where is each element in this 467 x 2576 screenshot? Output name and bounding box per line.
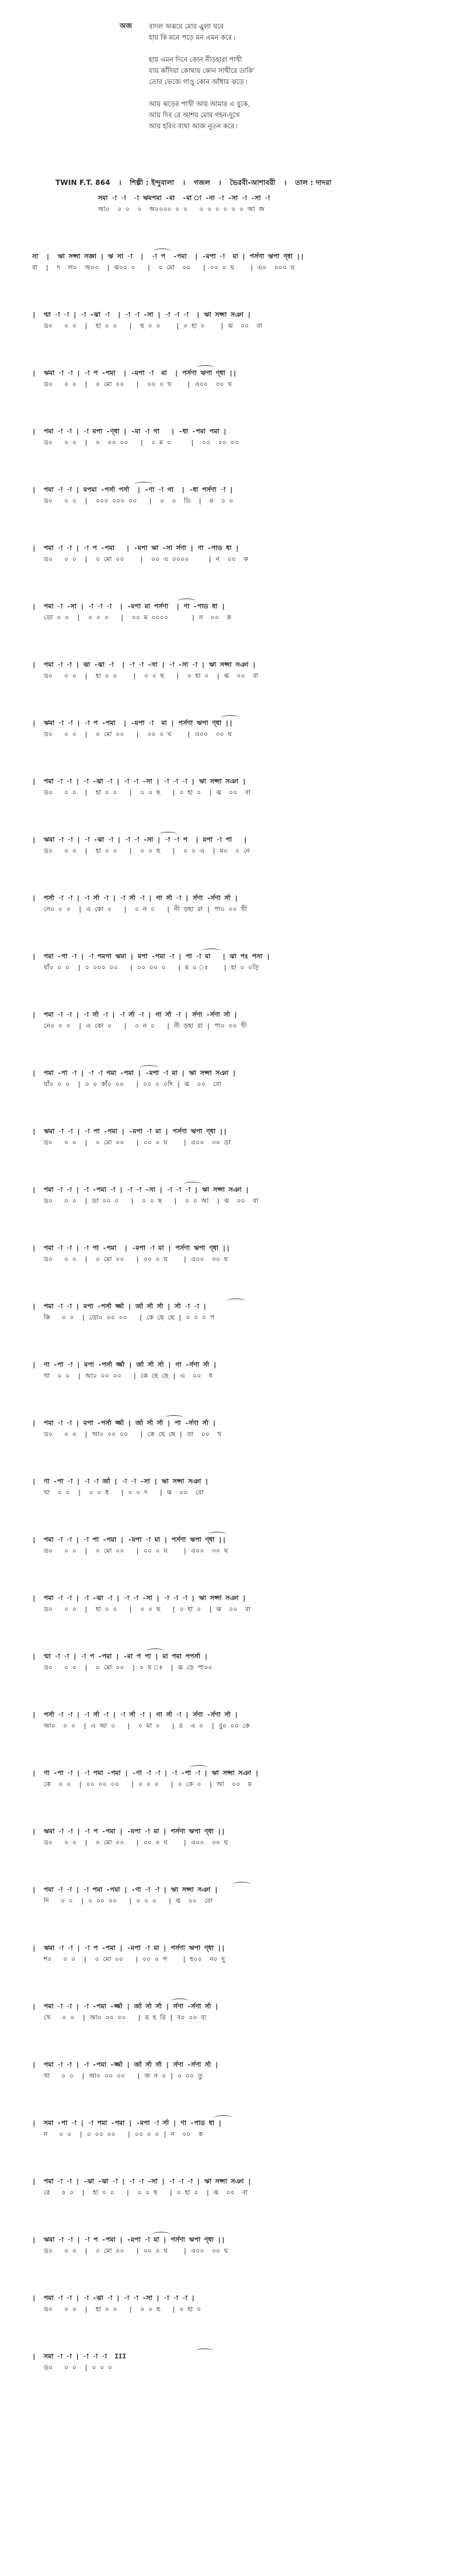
swara-line: | পমা -া -া | মপা -পর্সা র্জ্জা | র্জা র্সা র্সা | পা -র্সণা র্সা | [32,1419,217,1427]
lyric-line: আয় হরিব ব্যথা আজ নূতন করে ৷ [149,122,238,130]
notation-row [32,1068,452,1090]
lyric-syllable-line: ড০ ০ ০ | হা ০ ০ | ০ ০ ছ | ০ হা ০ | ঝ ০০ বা [32,789,251,796]
swara-line: | সমা -পা -া | -া পমা -পমা | -মপা -া র্সা | ণা -পাড ধা | [32,2119,222,2127]
slur-mark [134,482,153,487]
swara-line: | পমা -া -া | -া -ঝা -া | -া -া -সা | -া -া -া | ঋা সপ্সা সঞা | [32,778,246,785]
lyric-syllable-line: শ০ ০ ০ | ০ মো ০০ | ০০ ০ গ | হ০০ ন০ দু [32,1955,225,1963]
lyric-syllable-line: ড০ ০ ০ | ০ মো ০০ | ০০ ০ ঘ | এ০০ ৩০ ঘ [32,730,232,738]
song-type: গজল [193,178,211,187]
slur-mark [170,1999,189,2004]
notation-row [32,776,452,798]
notation-row [32,2351,452,2373]
lyric-line: তোর ভেজে গাওু কোন আঁধার ঝড়ে ৷ [149,78,248,86]
slur-mark [202,949,221,954]
notation-row [32,834,452,856]
swara-line: | ণা -পা -া | -া -া র্জা | -া -া -সা | ঋা সপ্সা সঞা | [32,1478,209,1485]
lyric-syllable-line: ড০ ০ ০ | হা ০ ০ | ছ ০ ০ | ০ হা ০ | ঝ ০০ বা [32,322,262,330]
swara-line: | পমা -া -া | -া -পমা -র্জ্জা | র্জা র্সা র্সা | র্সণা -র্সণা র্সা | [32,2003,219,2010]
notation-row [32,1943,452,1965]
lyric-syllable-line: ড০ ০ ০ | আ০ ০০ ০০ | কে ছে ছে | তা ০০ খ [32,1430,222,1438]
slur-mark [153,249,172,254]
notation-row [32,2118,452,2140]
lyrics-block [149,21,255,143]
notation-row [32,659,452,681]
lyric-syllable-line: ড০ ০ ০ | ০ মো ০০ | ০০ ০ ঘ | এ০০ ৩০ ডা [32,1139,231,1146]
notation-row [32,1418,452,1440]
lyric-line: আয় দিব রে আশয় মোর গহন-দুখে [149,111,240,119]
lyrics-label: অজ [120,22,133,30]
lyric-line: আয় ঝড়ের পাখী আয় আমার এ বুকে, [149,100,250,108]
slur-mark [159,832,177,837]
lyric-syllable-line: নে০ ০ ০ | এ কো ০ | ০ ন ০ | নী ড়হা রা | পা০ ০০ খী [32,905,247,913]
swara-line: | পমা -পা -া | -া পমপা ঋমা | মপা -পমা -া | পা -া মা | ঝা পঃ পসা | [32,953,270,960]
lyric-syllable-line: আ০ ০ ০ | এ আ ০ | ০ মা ০ | র এ ০ | বু০ ০০ কে [32,1722,250,1730]
swara-line: | ঋমা -া -া | -া -ঝা -া | -া -া -সা | -া -া প | মপা -া পা | [32,836,248,844]
lyric-syllable-line: ড০ ০ ০ | ০ মো ০০ | ০০ ০ ঘ | এ০০ ৩০ ঘ [32,2247,228,2255]
notation-row [32,2001,452,2023]
notation-row [32,1709,452,1731]
swara-line: | পমা -া -া | -া পা -পমা | -মপা -া মা | পর্সণা ঋপা ণ্ধা || [32,1244,230,1252]
swara-line: | পমা -া -া | -া -ঝা -া | -া -া -সা | -া -া -া | [32,2294,196,2302]
slur-mark [226,1298,245,1304]
notation-row [32,2292,452,2315]
swara-line: | পমা -া -া | -া পা -পমা | -মপা -া মা | পর্সণা ঋপা ণ্ধা || [32,1536,226,1544]
swara-line: | ঋমা -া -া | -া পা -পমা | -মপা -া মা | পর্সণা ঋপা ণ্ধা || [32,1128,227,1135]
swara-line: | পমা -া -া | মপা -পর্সা র্জ্জা | র্জা র্সা র্সা | র্সা -া -া | [32,1303,207,1310]
swara-line: সমা -া -া -া ঋমপমা -মা -মা া -না -া -সা -া -সা -া [55,194,270,202]
swara-line: | পমা -পা -া | -া -া গমা -পমা | -মপা -া মা | ঋা সপ্সা সঞা | [32,1069,236,1077]
notation-row [32,1301,452,1323]
notation-row [32,1184,452,1206]
notation-row [32,1009,452,1031]
swara-line: সা | ঋা সপ্সা সজ্ঞা | ঋ সা -া | -া প -পমা | -মপা -া মা | পর্সণা ঋপা ণ্ধা || [32,253,305,260]
lyric-syllable-line: ড০ ০ ০ | হা ০ ০ | ০ ০ ছ | ০ হা ০ | ঝ ০০ বা [32,1605,251,1613]
lyrics-stanza-3 [149,99,255,132]
record-number: TWIN F.T. 864 [55,178,110,187]
lyric-syllable-line: ড০ ০ ০ | ০ ০০ ০০ | ০ ম ০ | ০০ ০০ ০৩ [32,439,239,446]
notation-row [32,1126,452,1148]
lyric-syllable-line: যাঁ০ ০ ০ | ০ ০ কাঁ০ ০০ | ০০ ০ ০দি | ঝ ০০ বো [32,1080,221,1088]
raga: ভৈরবী-আশাবরী [229,178,276,187]
lyric-syllable-line: কে ০ ০ | ০০ ০০ ০০ | ০ ০ ০ | ০ কে ০ | আ ০০ য় [32,1780,252,1788]
lyric-syllable-line: রে ০ ০ | হা ০ ০ | ০ ০ ছ | ০ হা ০ | ঝ ০০ বা [32,2189,248,2196]
notation-row [32,1592,452,1615]
notation-row [32,2234,452,2256]
notation-row [32,1826,452,1848]
lyric-syllable-line: ড০ ০ ০ | ডা ০০ ০ | ০ ০ ছ | ০ ০ আ | ঝ ০০ বা [32,1197,259,1205]
lyric-syllable-line: খা ০ ০ | আ০ ০০ ০০ | কে ছে ছে | এ ০০ ধ [32,1372,212,1380]
lyric-syllable-line: ড০ ০ ০ | ০০০ ০০০ ০০ | ০ ০ ডি | ম ০ ০ [32,497,234,505]
meta-separator: । [284,178,287,187]
notation-row [32,1768,452,1790]
swara-line: | পমা -া -সা | -া -া -া | -মপা মা পর্সণা | ণা -পাড ধা | [32,603,225,610]
swara-line: | ঋমা -া -া | -া প -পমা | -মপা -া মা | পর্সণা ঋপা ণ্ধা || [32,2236,225,2244]
lyric-syllable-line: খে ০ ০ | আ০ ০০ ০০ | য় হ রি | ব০ ০০ ব্য [32,2014,207,2021]
notation-row [32,2059,452,2081]
lyric-syllable-line: ড০ ০ ০ | ০ মো ০০ | ০ য ঃ | ঝ ড়ে পা০০ [32,1664,212,1671]
swara-line: | পমা -া -া | -া -পমা -র্জ্জা | র্জা র্সা র্সা | র্সণা -র্সণা র্সা | [32,2061,219,2068]
notation-row [32,1359,452,1381]
slur-mark [189,1765,208,1770]
lyric-syllable-line: ন ০ ০ | ০ ০০ ০০ | ০০ ০ ০ | ন ০০ ক [32,2130,203,2138]
swara-line: | পমা -া -া | -া পমা -পমা | -ণা -া -া | ঋা সপ্সা সঞা | [32,1886,218,1894]
swara-line: | ণ্মা -া -া | -া প -পমা | -মা প পা | মা পমা পপর্সা | [32,1653,208,1660]
slur-mark [140,1065,159,1070]
swara-line: | ঋমা -া -া | -া প -পমা | -মপা -া মা | পর্সণা ঋপা ণ্ধা || [32,369,237,377]
slur-mark [146,1648,165,1654]
lyric-syllable-line: ড০ ০ ০ | ০ ০ ০ [32,2364,113,2371]
lyric-line: হায় এমন দিনে কোন নীড়হারা পাখী [149,55,242,64]
lyric-syllable-line: খা ০ ০ | ০ ০ ধ | ০ ০ দ | ঝ ০০ বো [32,1489,204,1496]
slur-mark [183,1182,202,1187]
lyric-syllable-line: ডো ০ ০ | ০ ০ ০ | ০০ ম ০০০০ | ন ০০ ক [32,614,232,621]
notation-row [32,718,452,740]
slur-mark [214,2115,232,2120]
notation-row [32,2176,452,2198]
swara-line: | ঋমা -া -া | -া প -পমা | -মপা -া মা | পর্সণা ঋপা ণ্ধা || [32,719,234,727]
notation-row [32,601,452,623]
swara-line: | পর্সা -া -া | -া র্সা -া | -া র্সা -া | গা র্সা -া | র্সণা -র্সণা র্সা | [32,894,239,902]
notation-row [32,951,452,973]
singer: শিল্পী : ইন্দুবালা [130,178,175,187]
swara-line: | পমা -া -া | ঝা -ঝা -া | -া -া -সা | -া -সা -া | ঋা সপ্সা সঞা | [32,661,256,668]
lyric-line: হায় কি মনে পড়ে মন এমন করে ৷ [149,33,235,41]
slur-mark [165,1415,183,1420]
notation-row [32,1242,452,1265]
lyric-syllable-line: থা ০ ০ | আ০ ০০ ০০ | জ ন ০ | ০ ০০ তু [32,2072,203,2080]
meta-separator: । [218,178,222,187]
swara-line: | পমা -া -া | -া র্সা -া | -া র্সা -া | গা র্সা -া | র্সণা -র্সণা র্সা | [32,1011,238,1019]
slur-mark [177,598,196,604]
song-meta-line [55,177,337,190]
lyrics-stanza-2 [149,54,255,88]
slur-mark [195,2348,214,2354]
swara-line: | পর্সা -া -া | -া র্সা -া | -া র্সা -া | গা র্সা -া | র্সণা -র্সণা র্সা | [32,1711,239,1718]
swara-line: | ঋমা -া -া | -া প -পমা | -মপা -া মা | পর্সণা ঋপা ণ্ধা || [32,1944,225,1952]
slur-mark [196,365,215,370]
swara-line: | ঋমা -া -া | -া প -পমা | -মপা -া মা | পর্সণা ঋপা ণ্ধা || [32,1828,225,1835]
lyric-syllable-line: দি ০ ০ | ০ ০০ ০০ | ০ ০ ০ | ঝ ০০ বো [32,1897,212,1905]
lyric-syllable-line: ড০ ০ ০ | ০ মো ০০ | ০০ ০ ঘ | এ০০ ৩০ ঘ [32,380,232,388]
lyric-syllable-line: ড০ ০ ০ | ০ মো ০০ | ০০ ০ ঘ | এ০০ ৩০ ঘ [32,1839,228,1846]
lyrics-stanza-1 [149,21,255,43]
slur-mark [221,715,239,720]
lyric-syllable-line: ড০ ০ ০ | ০ মো ০০ | ০০ ০ ঘ | এ০০ ৩০ ঘ [32,1547,228,1555]
notation-row [32,484,452,506]
meta-separator: । [182,178,186,187]
lyric-syllable-line: নে০ ০ ০ | এ কো ০ | ০ ন ০ | নী ড়হা রা | পা০ ০০ খী [32,1022,247,1030]
lyric-syllable-line: যাঁ০ ০ ০ | ০ ০০০ ০০ | ০০ ০০ ০ | ম ০ ঃ | হা ০ ০ড়ি [32,964,259,971]
notation-row [32,1534,452,1556]
lyric-syllable-line: ড০ ০ ০ | ০ মো ০০ | ০০ ০ ঘ | এ০০ ৩০ ঘ [32,1255,228,1263]
lyric-syllable-line: বা | দ ল০ অ০৩ | ঝ০০ ০ | ০ মো ০০ | ০০ ০ ঘ | এ০ ০০০ ঘ [32,264,295,271]
slur-mark [152,2232,170,2237]
notation-row [32,1651,452,1673]
slur-mark [232,1882,251,1887]
swara-line: | সমা -া -া | -া -া -া III [32,2353,127,2360]
notation-row [32,542,452,565]
swara-line: | ণা -পা -া | -া পমা -পমা | -ণা -া -া | -া -পা -া | ঋা সপ্সা সঞা | [32,1769,259,1777]
tala: তাল : দাদরা [295,178,332,187]
notation-row [32,892,452,915]
notation-row [32,368,452,390]
swara-line: | পমা -া -া | -ঝা -ঝা -া | -া -া -সা | -া -া -া | ঋা সপ্সা সঞা | [32,2178,252,2185]
lyric-line: যায় কাঁদিয়া কোথায় কোন সাথীরে ডাকি' [149,66,255,75]
slur-mark [208,1532,226,1537]
notation-row [55,192,467,215]
notation-row [32,1884,452,1906]
notation-row [32,309,452,331]
swara-line: | পমা -া -া | -া মপা -ণ্ধা | -মা -া গা | -ধা -পমা পমা | [32,428,227,435]
swara-line: | পমা -া -া | মপমা -পর্সা পর্সা | -ণা -া গা | -ধা পর্সণা -া | [32,486,234,494]
lyric-syllable-line: ড০ ০ ০ | হা ০ ০ | ০ ০ ছ | ০ হা ০ | ঝ ০০ বা [32,672,259,680]
notation-row [32,1476,452,1498]
lyric-line: বাদল অঝরে মোর এ্রুলা ঘরে [149,22,224,30]
notation-row [32,251,452,273]
lyric-syllable-line: ড০ ০ ০ | ০ মো ০০ | ০০ এ ০০০০ | ন ০০ ক [32,555,248,563]
swara-line: | ণ্মা -া -া | -া -ঝা -া | -া -া -সা | -া -া -া | ঋা সপ্সা সঞা | [32,311,252,318]
lyric-syllable-line: ড০ ০ ০ | হা ০ ০ | ০ ০ ছ | ০ হা ০ [32,2305,201,2313]
swara-line: | ণা -পা -া | মপা -পর্সা র্জ্জা | র্জা র্সা র্সা | গা -র্সণা র্সা | [32,1361,217,1368]
swara-line: | পমা -া -া | -া প -পমা | -মপা ঋা -সা র্সণা | ণা -পাড ধা | [32,544,239,552]
swara-line: | পমা -া -া | -া -পমা -া | -া -া -সা | -া -া -া | ঋা সপ্সা সঞা | [32,1186,249,1194]
swara-line: | পমা -া -া | -া -ঝা -া | -া -া -সা | -া -া -া | ঋা সপ্সা সঞা | [32,1594,246,1602]
notation-row [32,426,452,448]
meta-separator: । [119,178,121,187]
lyric-syllable-line: আ০ ০ ০ ০ অ০০০০ ০ ০ ০ ০ ০ ০ ০ ০ আ জ [55,205,265,213]
lyric-syllable-line: কি ০ ০ | ডো০ ০০ ০০ | কে ছে ছে | ০ ০ ০ প [32,1314,215,1321]
lyric-syllable-line: ড০ ০ ০ | হা ০ ০ | ০ ০ ছ | ০ ০ এ | ম০ ০ নে [32,847,250,855]
